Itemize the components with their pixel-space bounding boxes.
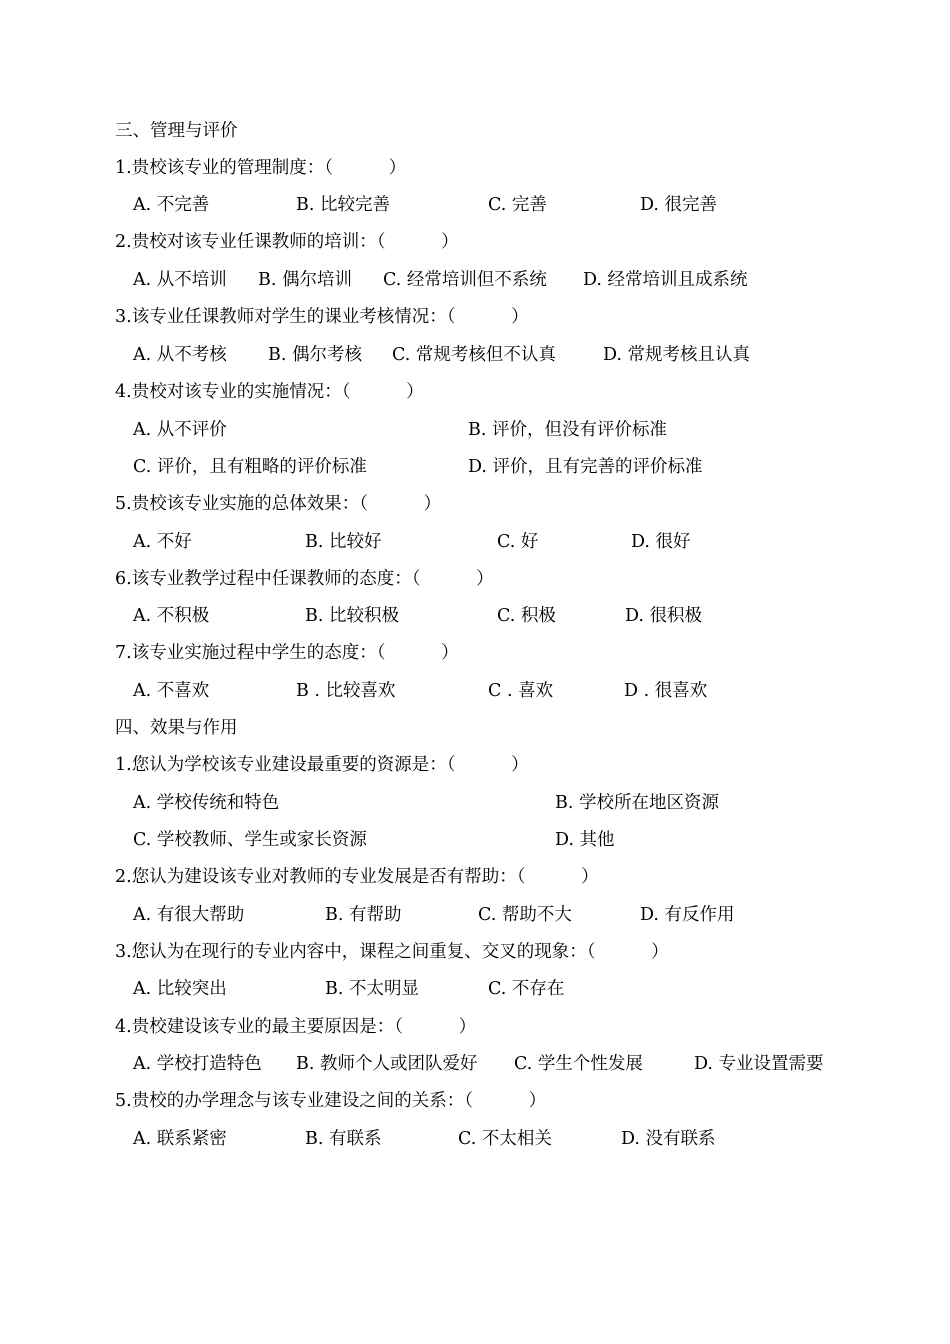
question-4-4: 4.贵校建设该专业的最主要原因是：（ ） xyxy=(115,1017,477,1037)
option-3-1-c: C. 完善 xyxy=(488,195,547,215)
option-3-4-d: D. 评价，且有完善的评价标准 xyxy=(468,457,703,477)
option-3-5-a: A. 不好 xyxy=(133,532,192,552)
option-4-3-b: B. 不太明显 xyxy=(325,979,419,999)
option-3-3-a: A. 从不考核 xyxy=(133,345,227,365)
option-3-7-a: A. 不喜欢 xyxy=(133,681,210,701)
option-3-5-b: B. 比较好 xyxy=(305,532,382,552)
option-3-7-d: D . 很喜欢 xyxy=(624,681,708,701)
option-4-1-c: C. 学校教师、学生或家长资源 xyxy=(133,830,367,850)
question-3-2: 2.贵校对该专业任课教师的培训：（ ） xyxy=(115,232,459,252)
option-4-4-b: B. 教师个人或团队爱好 xyxy=(296,1054,478,1074)
option-3-4-c: C. 评价，且有粗略的评价标准 xyxy=(133,457,367,477)
option-3-4-b: B. 评价，但没有评价标准 xyxy=(468,420,667,440)
option-3-1-b: B. 比较完善 xyxy=(296,195,390,215)
option-3-1-d: D. 很完善 xyxy=(640,195,718,215)
section-heading-management: 三、管理与评价 xyxy=(115,121,238,141)
option-4-2-b: B. 有帮助 xyxy=(325,905,402,925)
question-3-3: 3.该专业任课教师对学生的课业考核情况：（ ） xyxy=(115,307,529,327)
option-4-1-a: A. 学校传统和特色 xyxy=(133,793,280,813)
question-4-5: 5.贵校的办学理念与该专业建设之间的关系：（ ） xyxy=(115,1091,547,1111)
question-4-1: 1.您认为学校该专业建设最重要的资源是：（ ） xyxy=(115,755,529,775)
option-4-3-a: A. 比较突出 xyxy=(133,979,227,999)
question-3-4: 4.贵校对该专业的实施情况：（ ） xyxy=(115,382,424,402)
option-4-1-b: B. 学校所在地区资源 xyxy=(555,793,719,813)
option-3-3-c: C. 常规考核但不认真 xyxy=(392,345,556,365)
option-3-6-a: A. 不积极 xyxy=(133,606,210,626)
section-heading-effects: 四、效果与作用 xyxy=(115,718,238,738)
option-4-2-a: A. 有很大帮助 xyxy=(133,905,245,925)
option-4-1-d: D. 其他 xyxy=(555,830,615,850)
option-3-4-a: A. 从不评价 xyxy=(133,420,227,440)
option-3-2-c: C. 经常培训但不系统 xyxy=(383,270,547,290)
option-4-5-d: D. 没有联系 xyxy=(621,1129,716,1149)
option-3-7-c: C . 喜欢 xyxy=(488,681,554,701)
option-3-2-d: D. 经常培训且成系统 xyxy=(583,270,748,290)
option-3-6-c: C. 积极 xyxy=(497,606,556,626)
option-3-2-b: B. 偶尔培训 xyxy=(258,270,352,290)
option-4-2-d: D. 有反作用 xyxy=(640,905,735,925)
option-3-1-a: A. 不完善 xyxy=(133,195,210,215)
option-4-4-a: A. 学校打造特色 xyxy=(133,1054,262,1074)
question-4-3: 3.您认为在现行的专业内容中，课程之间重复、交叉的现象：（ ） xyxy=(115,942,669,962)
option-3-6-b: B. 比较积极 xyxy=(305,606,399,626)
option-3-6-d: D. 很积极 xyxy=(625,606,703,626)
option-4-2-c: C. 帮助不大 xyxy=(478,905,572,925)
option-3-5-c: C. 好 xyxy=(497,532,539,552)
option-3-3-d: D. 常规考核且认真 xyxy=(603,345,751,365)
question-3-7: 7.该专业实施过程中学生的态度：（ ） xyxy=(115,643,459,663)
option-4-5-b: B. 有联系 xyxy=(305,1129,382,1149)
option-4-5-a: A. 联系紧密 xyxy=(133,1129,227,1149)
option-4-5-c: C. 不太相关 xyxy=(458,1129,552,1149)
question-4-2: 2.您认为建设该专业对教师的专业发展是否有帮助：（ ） xyxy=(115,867,599,887)
option-4-4-d: D. 专业设置需要 xyxy=(694,1054,824,1074)
question-3-6: 6.该专业教学过程中任课教师的态度：（ ） xyxy=(115,569,494,589)
option-3-3-b: B. 偶尔考核 xyxy=(268,345,362,365)
option-4-3-c: C. 不存在 xyxy=(488,979,565,999)
option-4-4-c: C. 学生个性发展 xyxy=(514,1054,643,1074)
option-3-2-a: A. 从不培训 xyxy=(133,270,227,290)
option-3-5-d: D. 很好 xyxy=(631,532,691,552)
question-3-1: 1.贵校该专业的管理制度：（ ） xyxy=(115,158,407,178)
question-3-5: 5.贵校该专业实施的总体效果：（ ） xyxy=(115,494,442,514)
option-3-7-b: B . 比较喜欢 xyxy=(296,681,396,701)
